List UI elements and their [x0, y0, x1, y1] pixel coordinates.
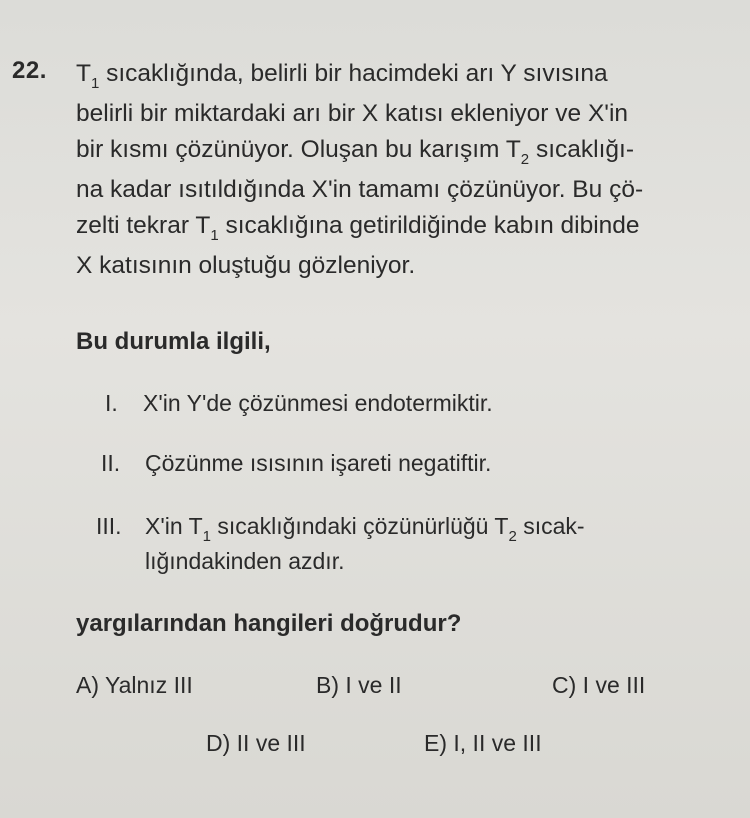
stem-line-6: X katısının oluştuğu gözleniyor. [76, 251, 416, 279]
option-b[interactable]: B) I ve II [316, 672, 402, 698]
stem-line-5: zelti tekrar $T_1$ sıcaklığına getirildiğinde kabın dibinde [76, 212, 640, 244]
statement-2-number: II. [101, 450, 121, 476]
question-prompt: yargılarından hangileri doğrudur? [76, 610, 462, 637]
stem-line-3: bir kısmı çözünüyor. Oluşan bu karışım $T_2$ sıcaklığı- [76, 136, 634, 168]
statement-3: III. X'in $T_1$ sıcaklığındaki çözünürlüğü $T_2$ sıcak- [96, 513, 585, 545]
option-c[interactable]: C) I ve III [552, 672, 646, 698]
option-a[interactable]: A) Yalnız III [76, 672, 193, 698]
statement-3-continuation: lığındakinden azdır. [145, 548, 345, 574]
lead-text: Bu durumla ilgili, [76, 328, 271, 355]
statement-1 [105, 390, 493, 417]
statement-3-number: III. [96, 513, 122, 539]
question-number: 22. [12, 57, 47, 84]
stem-line-4: na kadar ısıtıldığında X'in tamamı çözünüyor. Bu çö- [76, 175, 644, 203]
option-e[interactable]: E) I, II ve III [424, 730, 542, 756]
statement-2 [101, 450, 491, 477]
statement-1-number: I. [105, 390, 118, 416]
option-d[interactable]: D) II ve III [206, 730, 306, 756]
stem-line-2: belirli bir miktardaki arı bir X katısı ekleniyor ve X'in [76, 99, 629, 127]
question-stem [76, 56, 744, 284]
statement-2-text: Çözünme ısısının işareti negatiftir. [145, 450, 492, 476]
statement-1-text: X'in Y'de çözünmesi endotermiktir. [143, 390, 493, 416]
stem-line-1: $T_1$ sıcaklığında, belirli bir hacimdeki arı Y sıvısına [76, 60, 608, 92]
